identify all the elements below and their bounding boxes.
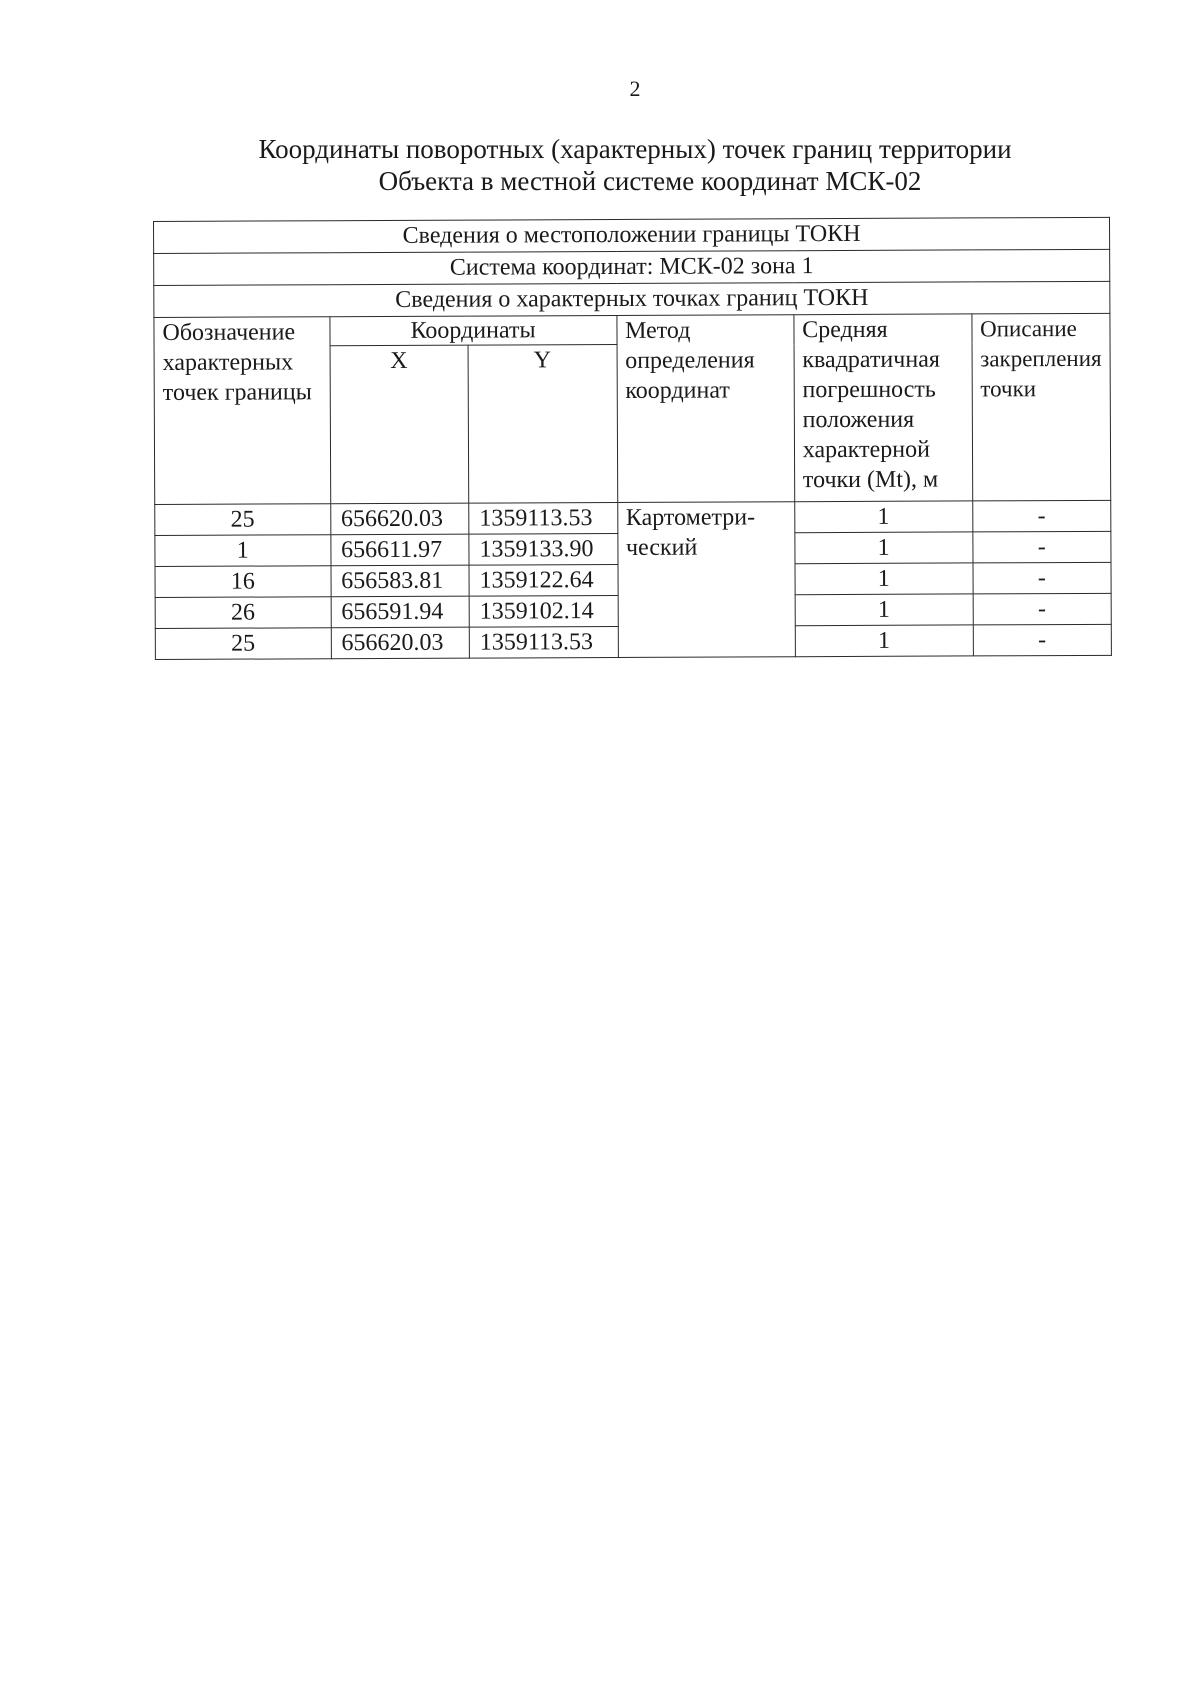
- title-line-1: Координаты поворотных (характерных) точек границ территории: [258, 134, 1012, 164]
- cell-x: 656583.81: [331, 565, 470, 597]
- cell-y: 1359113.53: [469, 626, 618, 658]
- header-point-designation: Обозначение характерных точек границы: [154, 317, 330, 505]
- cell-point: 26: [155, 597, 331, 629]
- title-line-2: Объекта в местной системе координат МСК-02: [378, 166, 922, 196]
- cell-error: 1: [795, 563, 973, 595]
- cell-description: -: [972, 531, 1111, 563]
- cell-y: 1359133.90: [469, 533, 618, 565]
- cell-description: -: [973, 562, 1112, 594]
- table-band-points: Сведения о характерных точках границ ТОКН: [154, 281, 1110, 317]
- cell-point: 1: [155, 535, 331, 567]
- header-coordinates: Координаты: [330, 315, 617, 345]
- header-x: X: [330, 345, 469, 504]
- cell-description: -: [973, 624, 1112, 656]
- header-y: Y: [468, 344, 617, 503]
- header-point-description: Описание закрепления точки: [972, 313, 1111, 501]
- cell-description: -: [973, 593, 1112, 625]
- cell-error: 1: [795, 625, 973, 657]
- cell-y: 1359102.14: [469, 595, 618, 627]
- coordinates-table: [153, 217, 1112, 660]
- cell-error: 1: [794, 501, 972, 533]
- cell-y: 1359113.53: [469, 502, 618, 534]
- header-method: Метод определения координат: [616, 315, 794, 503]
- cell-error: 1: [795, 594, 973, 626]
- table-band-location: Сведения о местоположении границы ТОКН: [154, 217, 1110, 253]
- cell-description: -: [972, 500, 1111, 532]
- header-mean-square-error: Средняя квадратичная погрешность положения характерной точки (Mt), м: [794, 314, 973, 502]
- cell-x: 656620.03: [330, 503, 469, 535]
- cell-x: 656611.97: [330, 534, 469, 566]
- cell-point: 25: [155, 504, 331, 536]
- cell-x: 656620.03: [331, 627, 470, 659]
- table-band-coordinate-system: Система координат: МСК-02 зона 1: [154, 249, 1110, 285]
- cell-point: 25: [155, 628, 331, 660]
- cell-y: 1359122.64: [469, 564, 618, 596]
- cell-error: 1: [795, 532, 973, 564]
- cell-method: Картометри-ческий: [617, 502, 795, 658]
- cell-x: 656591.94: [331, 596, 470, 628]
- cell-point: 16: [155, 566, 331, 598]
- document-title: [210, 133, 1060, 197]
- table-row: [155, 500, 1111, 535]
- page-number: 2: [629, 76, 641, 101]
